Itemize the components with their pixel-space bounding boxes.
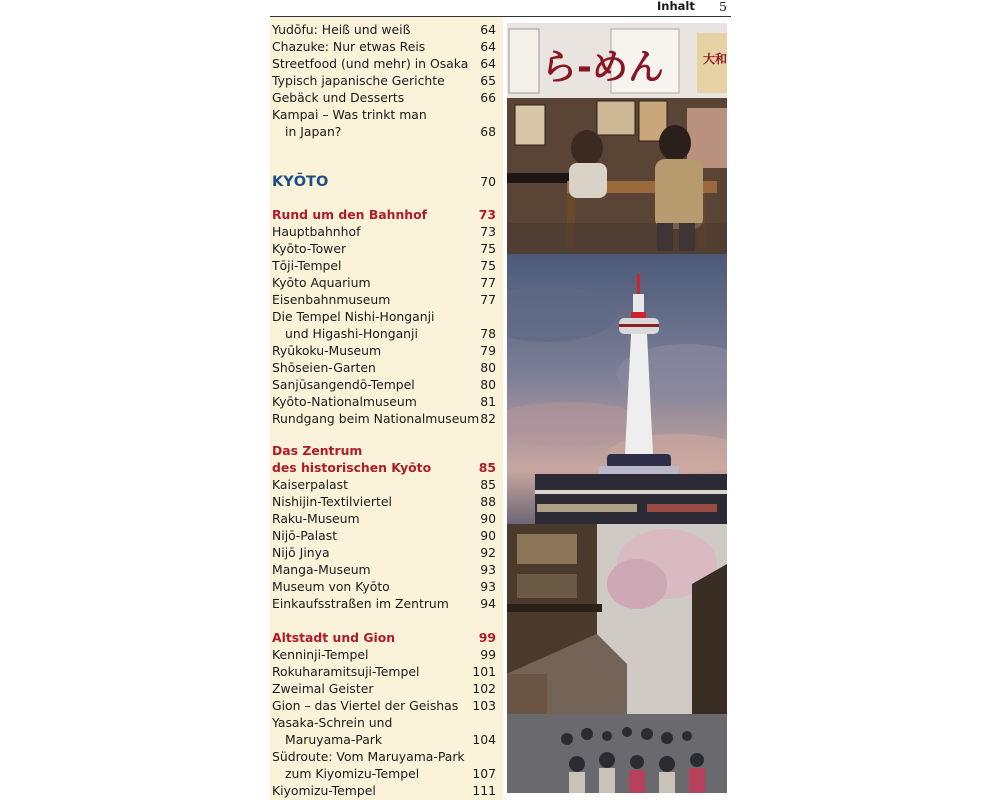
toc-entry-page: 64 — [480, 56, 496, 71]
toc-entry-title: Gion – das Viertel der Geishas — [272, 698, 459, 713]
toc-entry — [272, 561, 496, 578]
toc-entry-page: 78 — [480, 326, 496, 341]
toc-entry-page: 73 — [480, 224, 496, 239]
toc-entry — [272, 38, 496, 55]
toc-entry-page: 85 — [478, 460, 496, 475]
toc-entry — [272, 393, 496, 410]
toc-entry-title: Yasaka-Schrein und — [272, 715, 393, 730]
toc-entry — [272, 697, 496, 714]
toc-entry-title: Chazuke: Nur etwas Reis — [272, 39, 426, 54]
toc-entry — [272, 257, 496, 274]
toc-entry — [272, 72, 496, 89]
toc-entry-page: 66 — [480, 90, 496, 105]
toc-entry — [272, 544, 496, 561]
toc-entry — [272, 106, 496, 123]
toc-entry-title: KYŌTO — [272, 174, 329, 190]
toc-entry-title: Streetfood (und mehr) in Osaka — [272, 56, 469, 71]
ramen-sign-text: ら-めん — [541, 47, 664, 88]
toc-entry-page: 94 — [480, 596, 496, 611]
toc-entry-title: Nishijin-Textilviertel — [272, 494, 392, 509]
toc-entry-title: Eisenbahnmuseum — [272, 292, 391, 307]
toc-entry — [272, 240, 496, 257]
toc-entry — [272, 359, 496, 376]
toc-entry-title: Einkaufsstraßen im Zentrum — [272, 596, 449, 611]
toc-entry — [272, 223, 496, 240]
toc-entry-page: 73 — [478, 207, 496, 222]
table-of-contents — [270, 17, 503, 800]
toc-entry-title: Kyōto-Nationalmuseum — [272, 394, 417, 409]
toc-entry — [272, 782, 496, 799]
toc-entry-page: 103 — [472, 698, 496, 713]
toc-entry-title: Gebäck und Desserts — [272, 90, 405, 105]
old-town-street-photo — [507, 524, 727, 793]
toc-entry-page: 102 — [472, 681, 496, 696]
toc-entry-title: Museum von Kyōto — [272, 579, 390, 594]
page-number: 5 — [719, 0, 727, 14]
toc-entry-title: Altstadt und Gion — [272, 630, 396, 645]
toc-entry — [272, 527, 496, 544]
toc-entry-title: Shōseien-Garten — [272, 360, 376, 375]
toc-entry-page: 77 — [480, 275, 496, 290]
toc-entry-title: Zweimal Geister — [272, 681, 374, 696]
toc-entry — [272, 55, 496, 72]
toc-entry — [272, 89, 496, 106]
toc-entry-title: Kenninji-Tempel — [272, 647, 369, 662]
toc-section-heading — [272, 442, 496, 459]
ramen-shop-photo — [507, 23, 727, 254]
toc-entry — [272, 291, 496, 308]
toc-entry — [272, 646, 496, 663]
toc-section-heading — [272, 629, 496, 646]
toc-entry-title: Kampai – Was trinkt man — [272, 107, 427, 122]
toc-entry-page: 75 — [480, 241, 496, 256]
toc-entry-page: 75 — [480, 258, 496, 273]
toc-entry-title: des historischen Kyōto — [272, 460, 432, 475]
toc-entry-page: 104 — [472, 732, 496, 747]
toc-entry-title: Ryūkoku-Museum — [272, 343, 382, 358]
toc-entry-page: 64 — [480, 22, 496, 37]
toc-entry-page: 92 — [480, 545, 496, 560]
toc-entry-title: Sanjūsangendō-Tempel — [272, 377, 415, 392]
toc-entry-title: Tōji-Tempel — [272, 258, 342, 273]
toc-entry-page: 70 — [480, 174, 496, 189]
toc-entry — [272, 21, 496, 38]
toc-entry-title: Nijō Jinya — [272, 545, 330, 560]
toc-entry-title: Kyōto-Tower — [272, 241, 347, 256]
toc-entry — [272, 680, 496, 697]
kyoto-tower-photo — [507, 254, 727, 524]
toc-entry — [272, 748, 496, 765]
toc-entry-page: 80 — [480, 377, 496, 392]
ramen-side-sign: 大和 — [703, 52, 727, 66]
toc-entry — [272, 308, 496, 325]
toc-entry — [272, 274, 496, 291]
toc-entry — [272, 731, 496, 748]
toc-entry — [272, 376, 496, 393]
toc-entry-page: 107 — [472, 766, 496, 781]
toc-entry-title: Yudōfu: Heiß und weiß — [272, 22, 411, 37]
toc-entry-title: Südroute: Vom Maruyama-Park — [272, 749, 465, 764]
toc-entry — [272, 595, 496, 612]
toc-entry — [272, 493, 496, 510]
toc-entry — [272, 325, 496, 342]
toc-chapter-heading — [272, 172, 496, 192]
toc-entry-page: 77 — [480, 292, 496, 307]
toc-entry-title: Die Tempel Nishi-Honganji — [272, 309, 435, 324]
toc-entry-page: 99 — [480, 647, 496, 662]
toc-entry-page: 90 — [480, 511, 496, 526]
toc-entry-title: Hauptbahnhof — [272, 224, 361, 239]
toc-entry-page: 99 — [478, 630, 496, 645]
toc-entry-page: 93 — [480, 562, 496, 577]
toc-entry-title: Manga-Museum — [272, 562, 371, 577]
toc-entry-page: 88 — [480, 494, 496, 509]
toc-entry — [272, 342, 496, 359]
toc-entry-page: 93 — [480, 579, 496, 594]
toc-entry-page: 85 — [480, 477, 496, 492]
toc-section-heading — [272, 459, 496, 476]
toc-entry-page: 81 — [480, 394, 496, 409]
toc-entry — [272, 663, 496, 680]
toc-entry — [272, 510, 496, 527]
toc-entry-title: zum Kiyomizu-Tempel — [285, 766, 420, 781]
toc-entry-title: Typisch japanische Gerichte — [272, 73, 445, 88]
toc-entry-page: 101 — [472, 664, 496, 679]
toc-entry-title: Rokuharamitsuji-Tempel — [272, 664, 420, 679]
toc-entry — [272, 410, 496, 427]
header-section-title: Inhalt — [657, 0, 695, 13]
toc-entry — [272, 476, 496, 493]
toc-entry-page: 68 — [480, 124, 496, 139]
toc-entry-title: in Japan? — [285, 124, 342, 139]
toc-entry-page: 64 — [480, 39, 496, 54]
toc-entry-title: Rund um den Bahnhof — [272, 207, 427, 222]
toc-entry — [272, 714, 496, 731]
toc-entry-title: Nijō-Palast — [272, 528, 338, 543]
toc-entry-title: Das Zentrum — [272, 443, 363, 458]
toc-entry-title: Rundgang beim Nationalmuseum — [272, 411, 480, 426]
toc-entry-title: Kyōto Aquarium — [272, 275, 371, 290]
toc-entry-title: Kiyomizu-Tempel — [272, 783, 376, 798]
toc-entry — [272, 578, 496, 595]
toc-entry-title: Maruyama-Park — [285, 732, 383, 747]
toc-entry — [272, 123, 496, 140]
toc-entry-title: und Higashi-Honganji — [285, 326, 418, 341]
page-header — [270, 0, 731, 17]
toc-entry-title: Kaiserpalast — [272, 477, 348, 492]
toc-entry-page: 65 — [480, 73, 496, 88]
toc-entry-page: 90 — [480, 528, 496, 543]
toc-entry-page: 79 — [480, 343, 496, 358]
toc-section-heading — [272, 206, 496, 223]
toc-entry-page: 111 — [472, 783, 496, 798]
toc-entry-title: Raku-Museum — [272, 511, 360, 526]
toc-entry-page: 82 — [480, 411, 496, 426]
toc-entry — [272, 765, 496, 782]
toc-entry-page: 80 — [480, 360, 496, 375]
